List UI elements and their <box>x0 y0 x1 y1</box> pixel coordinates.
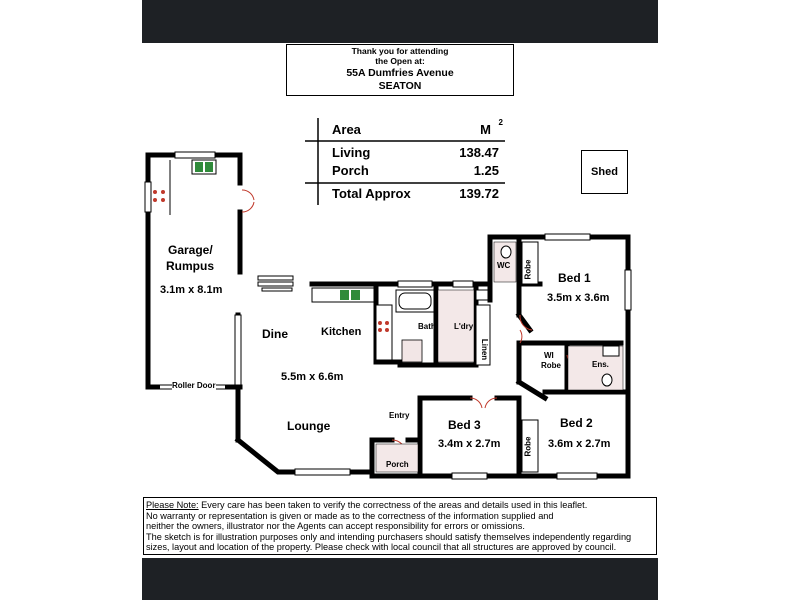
rumpus-label: Rumpus <box>166 259 214 273</box>
title-line-1: Thank you for attending <box>351 46 449 56</box>
area-total-label: Total Approx <box>332 186 411 201</box>
title-line-2: the Open at: <box>375 56 425 66</box>
robe-label: Robe <box>523 259 533 280</box>
kitchen-label: Kitchen <box>321 326 362 338</box>
sliding-door <box>258 276 293 291</box>
bed2-robe-label: Robe <box>523 436 533 457</box>
area-row-label: Porch <box>332 163 369 178</box>
area-row-total <box>305 186 505 204</box>
door-swings <box>242 190 579 454</box>
roller-door-label: Roller Door <box>172 381 216 390</box>
shed-label: Shed <box>591 166 618 178</box>
bed1-label: Bed 1 <box>558 271 591 285</box>
wi-robe-label-1: WI <box>544 351 554 360</box>
area-header-unit: M <box>480 122 491 137</box>
area-total-value: 139.72 <box>459 186 499 201</box>
bed3-label: Bed 3 <box>448 418 481 432</box>
wi-robe-label-2: Robe <box>541 361 561 370</box>
entry-label: Entry <box>389 411 410 420</box>
garage-label: Garage/ <box>168 243 213 257</box>
area-row-porch <box>305 163 505 181</box>
area-row-value: 1.25 <box>473 163 499 178</box>
note-line-5: sizes, layout and location of the property. Please check with local council that all structures are approved by council. <box>146 542 617 552</box>
property-suburb: SEATON <box>378 80 422 92</box>
bed1-size: 3.5m x 3.6m <box>547 292 610 304</box>
dine-label: Dine <box>262 327 289 341</box>
bed2-label: Bed 2 <box>560 416 593 430</box>
note-line-1 <box>146 500 654 511</box>
bed3-size: 3.4m x 2.7m <box>438 438 501 450</box>
ensuite-label: Ens. <box>592 360 609 369</box>
lounge-label: Lounge <box>287 419 331 433</box>
area-row-value: 138.47 <box>459 145 499 160</box>
property-address: 55A Dumfries Avenue <box>346 67 454 79</box>
laundry-label: L'dry <box>454 322 474 331</box>
note-line-2: No warranty or representation is given or made as to the correctness of the information supplied and <box>146 510 554 521</box>
note-heading: Please Note: <box>146 500 199 510</box>
note-line-3: neither the owners, illustrator nor the Agents can accept responsibility for errors or omissions. <box>146 521 525 531</box>
area-header-label: Area <box>332 122 361 137</box>
note-line-4: The sketch is for illustration purposes only and intending purchasers should satisfy themselves independently regarding <box>146 531 632 542</box>
bath-label: Bath <box>418 322 436 331</box>
area-row-label: Living <box>332 145 371 160</box>
shed-box <box>581 150 628 194</box>
disclaimer-note <box>143 497 657 555</box>
wc-label: WC <box>497 261 511 270</box>
bed2-size: 3.6m x 2.7m <box>548 438 611 450</box>
garage-size: 3.1m x 8.1m <box>160 284 223 296</box>
area-header-unit-sup: 2 <box>498 118 503 127</box>
note-text-1: Every care has been taken to verify the correctness of the areas and details used in this leaflet. <box>198 500 588 510</box>
living-size: 5.5m x 6.6m <box>281 371 344 383</box>
area-table-header <box>305 118 505 140</box>
linen-label: Linen <box>480 338 490 361</box>
area-row-living <box>305 145 505 163</box>
porch-label: Porch <box>386 460 409 469</box>
fixtures <box>153 160 623 472</box>
